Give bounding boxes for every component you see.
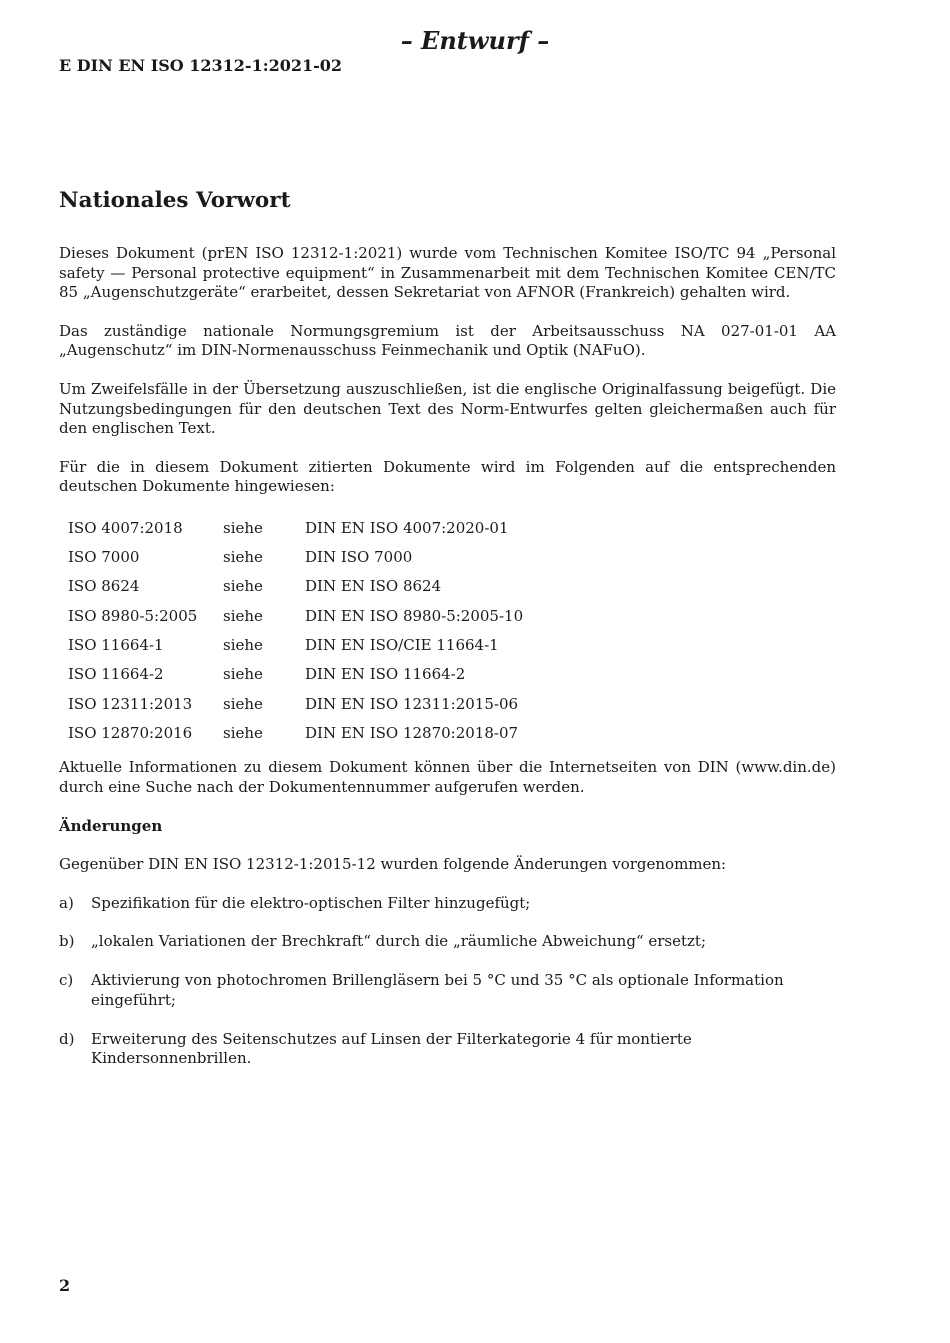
- paragraph-info: Aktuelle Informationen zu diesem Dokument können über die Internetseiten von DIN (www.din.de) durch eine Suche nach der Dokumentennummer aufgerufen werden.: [59, 758, 836, 796]
- table-row: [59, 602, 523, 631]
- paragraph-origin: Dieses Dokument (prEN ISO 12312-1:2021) wurde vom Technischen Komitee ISO/TC 94 „Personal safety — Personal protective equipment“ in Zusammenarbeit mit dem Technischen Komitee CEN/TC 85 „Augenschutzgeräte“ erarbeitet, dessen Sekretariat von AFNOR (Frankreich) gehalten wird.: [59, 244, 836, 302]
- din-reference: DIN EN ISO 11664-2: [305, 665, 466, 684]
- din-reference: DIN ISO 7000: [305, 548, 413, 567]
- reference-table: [59, 514, 523, 748]
- list-marker: d): [59, 1029, 75, 1048]
- changes-heading: Änderungen: [59, 816, 163, 835]
- list-item-text: „lokalen Variationen der Brechkraft“ durch die „räumliche Abweichung“ ersetzt;: [91, 932, 707, 951]
- list-item-text: Spezifikation für die elektro-optischen Filter hinzugefügt;: [91, 893, 531, 912]
- document-id: E DIN EN ISO 12312-1:2021-02: [59, 56, 343, 75]
- section-title: Nationales Vorwort: [59, 188, 291, 213]
- din-reference: DIN EN ISO 8624: [305, 577, 442, 596]
- iso-reference: ISO 4007:2018: [68, 518, 183, 537]
- list-item: [59, 932, 836, 952]
- see-label: siehe: [223, 548, 263, 567]
- table-row: [59, 660, 523, 689]
- list-item-text: Erweiterung des Seitenschutzes auf Linsen der Filterkategorie 4 für montierte Kindersonnenbrillen.: [91, 1029, 692, 1068]
- list-item: [59, 894, 836, 914]
- see-label: siehe: [223, 518, 263, 537]
- iso-reference: ISO 12311:2013: [68, 694, 193, 713]
- iso-reference: ISO 11664-2: [68, 665, 164, 684]
- din-reference: DIN EN ISO 12311:2015-06: [305, 694, 519, 713]
- table-row: [59, 631, 523, 660]
- see-label: siehe: [223, 694, 263, 713]
- din-reference: DIN EN ISO 8980-5:2005-10: [305, 606, 524, 625]
- iso-reference: ISO 11664-1: [68, 635, 164, 654]
- list-marker: b): [59, 932, 75, 951]
- din-reference: DIN EN ISO 4007:2020-01: [305, 518, 509, 537]
- page-content: [59, 186, 836, 1088]
- table-row: [59, 514, 523, 543]
- din-reference: DIN EN ISO 12870:2018-07: [305, 723, 519, 742]
- see-label: siehe: [223, 606, 263, 625]
- list-item: [59, 971, 836, 1010]
- list-item: [59, 1030, 836, 1069]
- draft-label: – Entwurf –: [400, 26, 550, 55]
- see-label: siehe: [223, 665, 263, 684]
- paragraph-references-intro: Für die in diesem Dokument zitierten Dokumente wird im Folgenden auf die entsprechenden deutschen Dokumente hingewiesen:: [59, 457, 836, 496]
- list-marker: a): [59, 893, 74, 912]
- table-row: [59, 719, 523, 748]
- changes-list: [59, 894, 836, 1069]
- page-number: 2: [59, 1276, 71, 1295]
- table-row: [59, 543, 523, 572]
- paragraph-translation: Um Zweifelsfälle in der Übersetzung auszuschließen, ist die englische Originalfassung beigefügt. Die Nutzungsbedingungen für den deutschen Text des Norm-Entwurfes gelten gleichermaßen auch für den englischen Text.: [59, 379, 836, 438]
- see-label: siehe: [223, 577, 263, 596]
- iso-reference: ISO 7000: [68, 548, 140, 567]
- iso-reference: ISO 8980-5:2005: [68, 606, 198, 625]
- table-row: [59, 573, 523, 602]
- paragraph-committee: Das zuständige nationale Normungsgremium ist der Arbeitsausschuss NA 027-01-01 AA „Augenschutz“ im DIN-Normenausschuss Feinmechanik und Optik (NAFuO).: [59, 321, 836, 360]
- iso-reference: ISO 8624: [68, 577, 140, 596]
- iso-reference: ISO 12870:2016: [68, 723, 193, 742]
- list-marker: c): [59, 971, 74, 990]
- list-item-text: Aktivierung von photochromen Brillengläsern bei 5 °C und 35 °C als optionale Information eingeführt;: [91, 971, 784, 1009]
- see-label: siehe: [223, 723, 263, 742]
- din-reference: DIN EN ISO/CIE 11664-1: [305, 635, 499, 654]
- see-label: siehe: [223, 635, 263, 654]
- table-row: [59, 690, 523, 719]
- changes-intro: Gegenüber DIN EN ISO 12312-1:2015-12 wurden folgende Änderungen vorgenommen:: [59, 855, 727, 874]
